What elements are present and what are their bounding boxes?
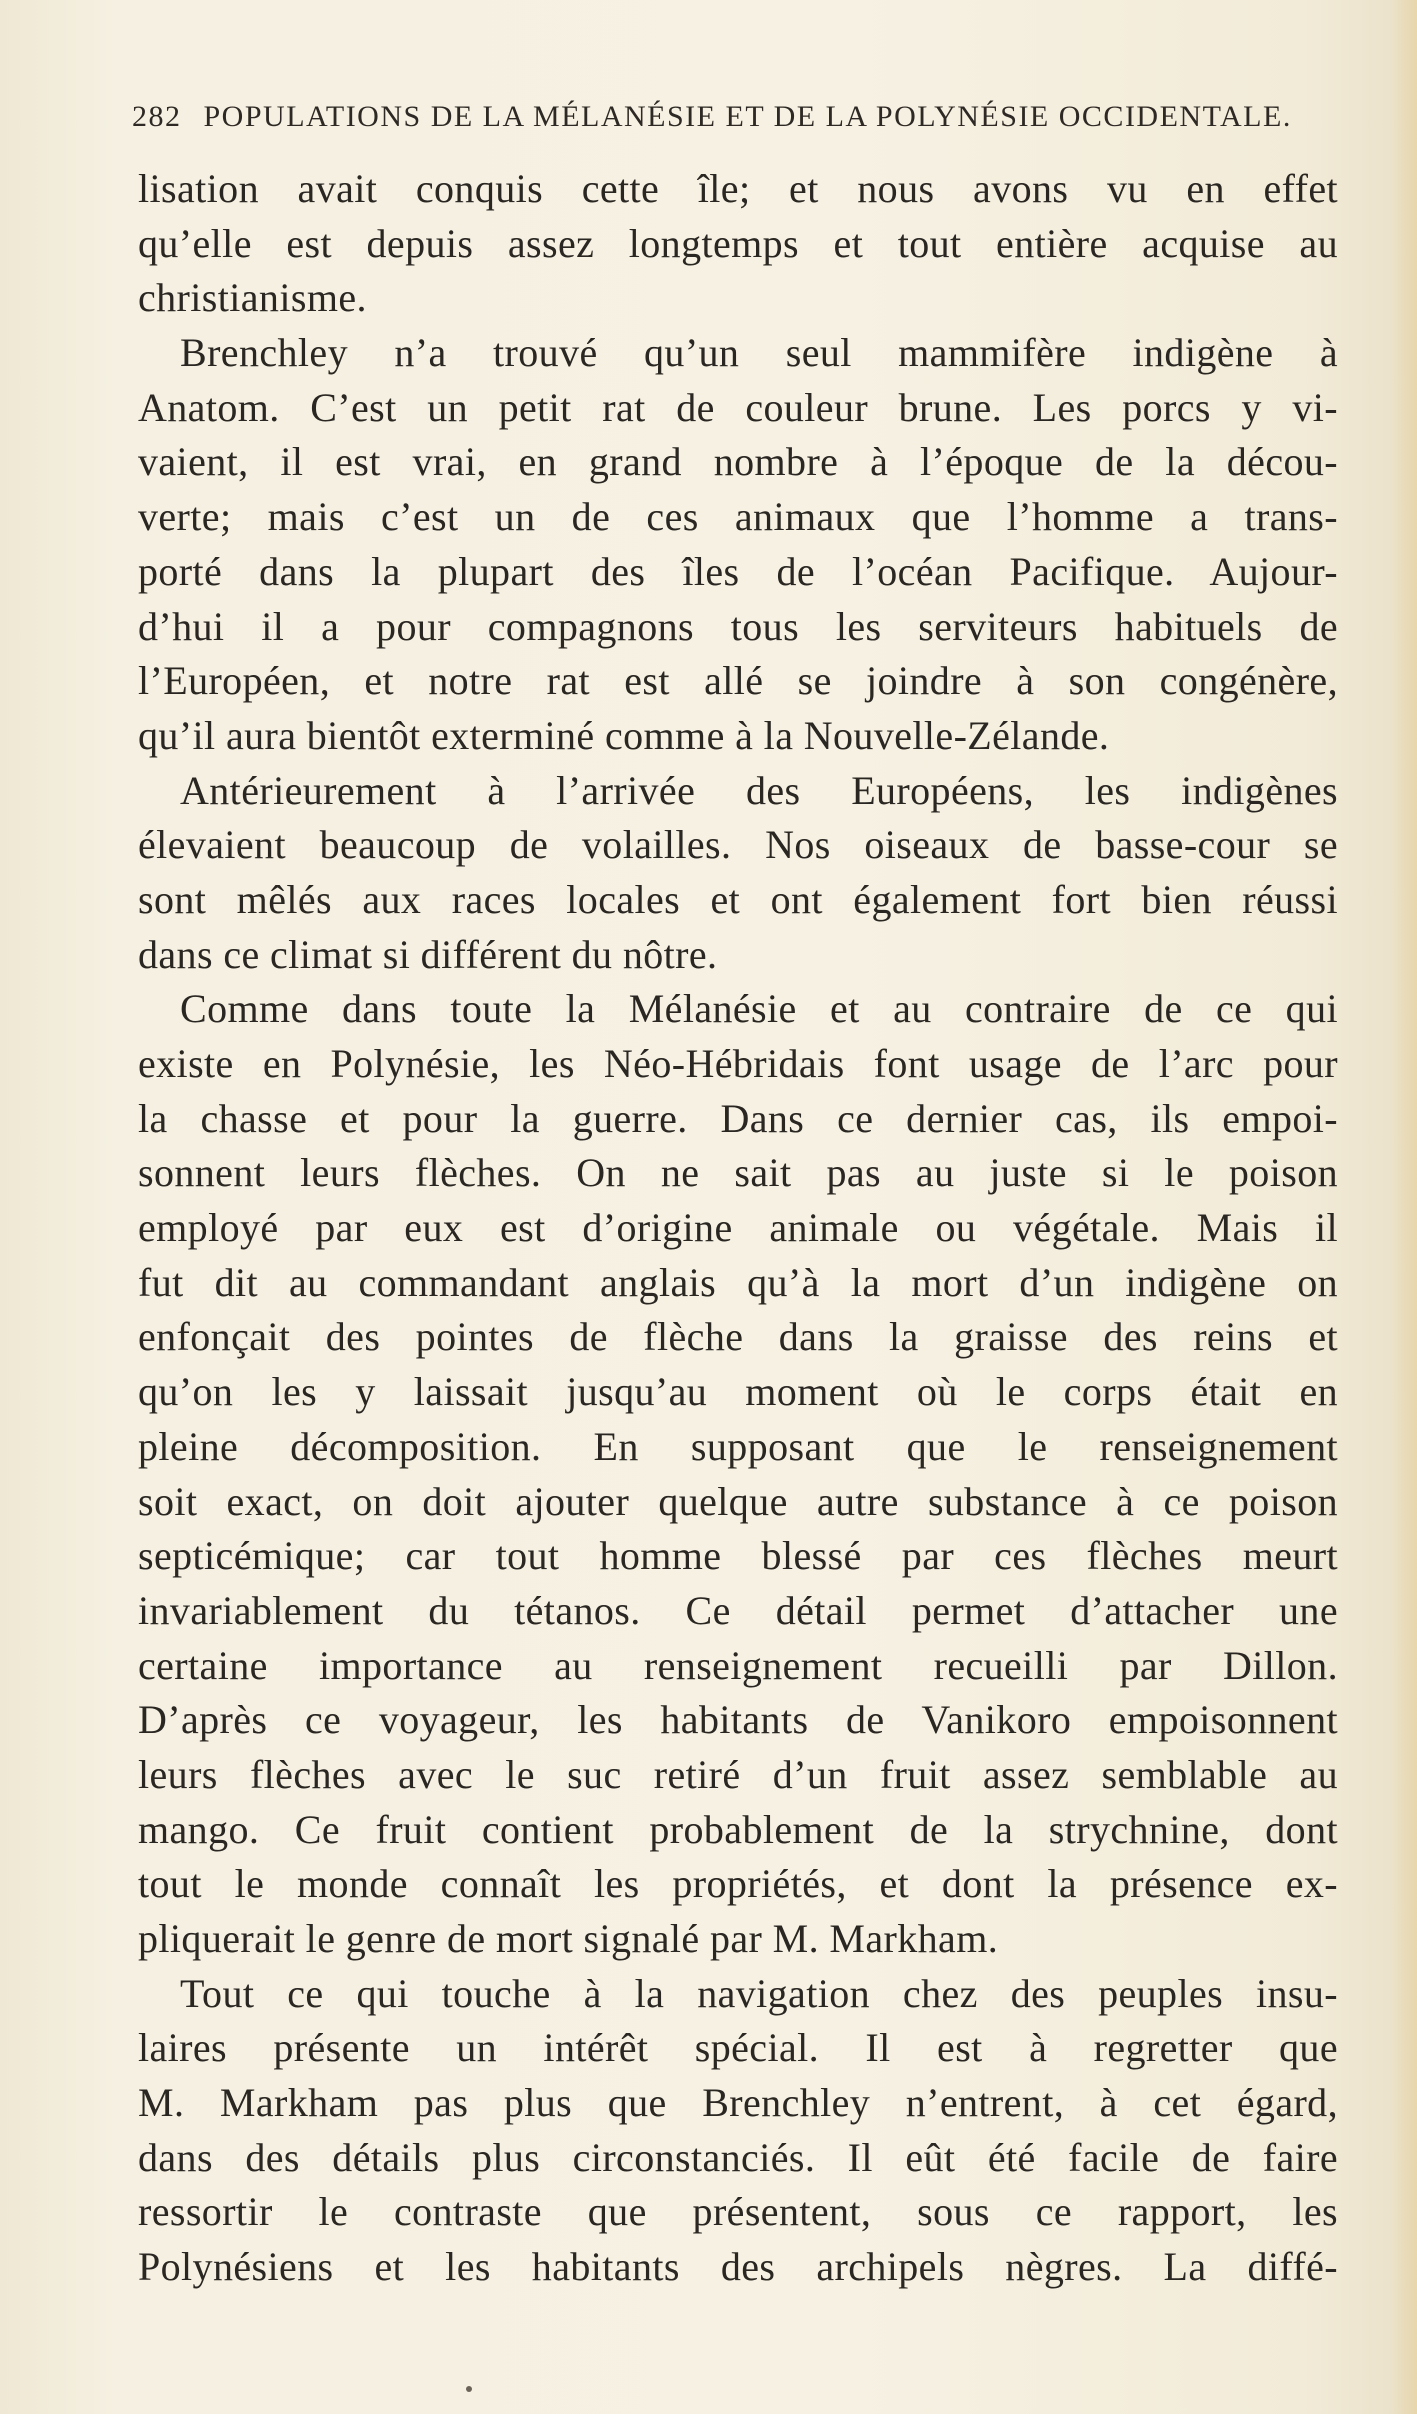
text-line: Anatom. C’est un petit rat de couleur brune. Les porcs y vi- <box>138 384 1338 430</box>
text-line: Polynésiens et les habitants des archipels nègres. La diffé- <box>138 2244 1338 2290</box>
running-title: POPULATIONS DE LA MÉLANÉSIE ET DE LA POLYNÉSIE OCCIDENTALE. <box>203 100 1292 133</box>
ink-speck <box>466 2386 472 2392</box>
page-edge-shadow <box>1391 0 1417 2414</box>
text-line: élevaient beaucoup de volailles. Nos oiseaux de basse-cour se <box>138 822 1338 868</box>
text-line: employé par eux est d’origine animale ou végétale. Mais il <box>138 1205 1338 1251</box>
text-line: dans ce climat si différent du nôtre. <box>138 931 718 977</box>
text-line: pliquerait le genre de mort signalé par M. Markham. <box>138 1916 999 1961</box>
text-line: Antérieurement à l’arrivée des Européens, les indigènes <box>180 767 1338 813</box>
text-line: septicémique; car tout homme blessé par ces flèches meurt <box>138 1533 1338 1579</box>
text-line: D’après ce voyageur, les habitants de Vanikoro empoisonnent <box>138 1697 1338 1743</box>
text-line: fut dit au commandant anglais qu’à la mort d’un indigène on <box>138 1259 1338 1305</box>
text-line: laires présente un intérêt spécial. Il est à regretter que <box>138 2025 1338 2071</box>
text-line: sont mêlés aux races locales et ont également fort bien réussi <box>138 876 1338 922</box>
text-line: qu’il aura bientôt exterminé comme à la Nouvelle-Zélande. <box>138 712 1110 758</box>
text-line: d’hui il a pour compagnons tous les serviteurs habituels de <box>138 603 1338 649</box>
text-line: sonnent leurs flèches. On ne sait pas au juste si le poison <box>138 1150 1338 1196</box>
body-text <box>138 162 1338 2295</box>
text-line: christianisme. <box>138 275 367 321</box>
text-line: Tout ce qui touche à la navigation chez des peuples insu- <box>180 1970 1338 2016</box>
text-line: pleine décomposition. En supposant que le renseignement <box>138 1423 1338 1469</box>
text-line: verte; mais c’est un de ces animaux que l’homme a trans- <box>138 494 1338 540</box>
text-line: mango. Ce fruit contient probablement de la strychnine, dont <box>138 1806 1338 1852</box>
running-header <box>132 100 1312 134</box>
text-line: ressortir le contraste que présentent, sous ce rapport, les <box>138 2189 1338 2235</box>
text-line: la chasse et pour la guerre. Dans ce dernier cas, ils empoi- <box>138 1095 1338 1141</box>
page-number: 282 <box>132 100 182 133</box>
text-line: enfonçait des pointes de flèche dans la graisse des reins et <box>138 1314 1338 1360</box>
text-line: tout le monde connaît les propriétés, et dont la présence ex- <box>138 1861 1338 1907</box>
text-line: l’Européen, et notre rat est allé se joindre à son congénère, <box>138 658 1338 704</box>
text-line: soit exact, on doit ajouter quelque autre substance à ce poison <box>138 1478 1338 1524</box>
text-line: porté dans la plupart des îles de l’océan Pacifique. Aujour- <box>138 548 1338 594</box>
text-line: existe en Polynésie, les Néo-Hébridais font usage de l’arc pour <box>138 1041 1338 1086</box>
text-line: leurs flèches avec le suc retiré d’un fruit assez semblable au <box>138 1751 1338 1797</box>
text-line: vaient, il est vrai, en grand nombre à l’époque de la décou- <box>138 439 1338 485</box>
text-line: lisation avait conquis cette île; et nous avons vu en effet <box>138 166 1338 211</box>
text-line: dans des détails plus circonstanciés. Il eût été facile de faire <box>138 2134 1338 2180</box>
text-line: invariablement du tétanos. Ce détail permet d’attacher une <box>138 1587 1338 1633</box>
text-line: M. Markham pas plus que Brenchley n’entrent, à cet égard, <box>138 2080 1338 2126</box>
text-line: qu’on les y laissait jusqu’au moment où le corps était en <box>138 1369 1338 1415</box>
text-line: Comme dans toute la Mélanésie et au contraire de ce qui <box>180 986 1338 1032</box>
text-line: qu’elle est depuis assez longtemps et tout entière acquise au <box>138 220 1338 266</box>
text-line: certaine importance au renseignement recueilli par Dillon. <box>138 1642 1338 1688</box>
text-line: Brenchley n’a trouvé qu’un seul mammifère indigène à <box>180 330 1338 376</box>
